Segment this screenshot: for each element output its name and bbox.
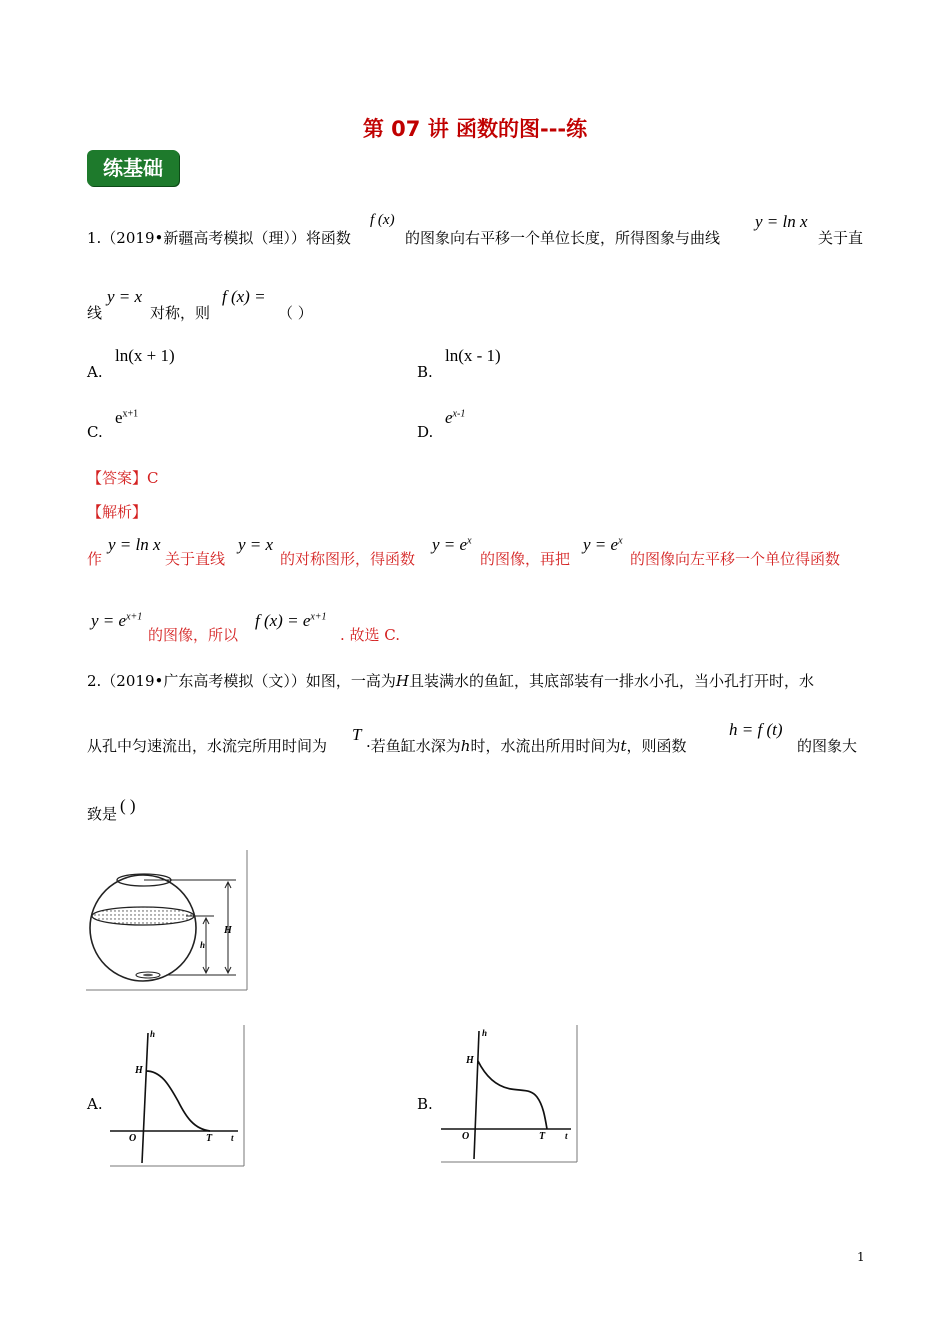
b-axis-H: H [466,1055,474,1066]
a-axis-H: H [135,1065,143,1076]
analysis-l2-m1: $y = e^{x+1}$ [91,611,143,630]
q2-hft: h = f (t) [729,720,783,739]
q1-option-b-expr: ln(x - 1) [445,346,501,365]
q1-paren: （ ） [278,304,313,322]
analysis-s4: 的图像，再把 [480,550,571,568]
q1-option-c-expr: $e^{x+1}$ [115,408,139,427]
q1-option-d-expr: $e^{x-1}$ [445,408,466,427]
q2-line2-b: ·若鱼缸水深为h时，水流出所用时间为t，则函数 [366,737,687,755]
q1-yx: y = x [107,287,143,306]
analysis-m3: $y = e^x$ [432,535,472,554]
b-axis-t: t [565,1131,568,1141]
b-axis-h: h [482,1028,488,1038]
q1-fx: f (x) [370,212,395,228]
fig-h-label: h [200,940,206,950]
q2-paren: ( ) [120,796,136,815]
a-axis-T: T [206,1133,213,1144]
fish-tank-figure [86,850,248,991]
q2-line2-e: 的图象大 [797,737,858,755]
q1-option-b-label: B. [417,363,433,381]
q2-option-a-label: A. [87,1095,103,1113]
q2-option-b-graph [441,1025,578,1163]
section-badge: 练基础 [87,150,179,186]
analysis-s1: 作 [87,550,103,568]
analysis-l2-a: 的图像，所以 [148,626,239,644]
q1-line2-b: 对称，则 [150,304,211,322]
q1-option-d-label: D. [417,423,434,441]
q1-text-part1: 1.（2019•新疆高考模拟（理））将函数 [87,229,351,247]
q2-T: T [352,725,362,744]
q1-fxeq: f (x) = [222,287,266,306]
b-axis-O: O [462,1131,470,1142]
analysis-l2-b: . 故选 C. [340,626,401,644]
a-axis-O: O [129,1133,137,1144]
q2-option-a-graph [110,1025,245,1167]
analysis-s5: 的图像向左平移一个单位得函数 [630,550,841,568]
q1-option-a-label: A. [87,363,103,381]
q2-option-b-label: B. [417,1095,433,1113]
answer-label: 【答案】C [87,469,159,487]
q2-line3: 致是 [87,805,118,823]
analysis-label: 【解析】 [87,503,148,521]
q1-line2-a: 线 [87,304,103,322]
analysis-s3: 的对称图形，得函数 [280,550,416,568]
analysis-m2: y = x [238,535,274,554]
page-title: 第 07 讲 函数的图---练 [362,117,588,141]
page-number: 1 [857,1250,865,1264]
q2-line2-a: 从孔中匀速流出，水流完所用时间为 [87,737,328,755]
q1-option-c-label: C. [87,423,103,441]
analysis-l2-m2: f $(x) = e^{x+1}$ [255,611,327,630]
a-axis-h: h [150,1029,156,1039]
q1-text-part2: 的图象向右平移一个单位长度，所得图象与曲线 [405,229,721,247]
b-axis-T: T [539,1131,546,1142]
analysis-m4: $y = e^x$ [583,535,623,554]
a-axis-t: t [231,1133,234,1143]
analysis-s2: 关于直线 [165,550,226,568]
analysis-m1: y = ln x [108,535,161,554]
q1-option-a-expr: ln(x + 1) [115,346,175,365]
q1-curve: y = ln x [755,212,808,231]
fig-H-label: H [224,925,232,936]
q1-text-part3: 关于直 [818,229,864,247]
q2-line1: 2.（2019•广东高考模拟（文））如图，一高为H且装满水的鱼缸，其底部装有一排水小孔，当小孔打开时，水 [87,672,814,690]
